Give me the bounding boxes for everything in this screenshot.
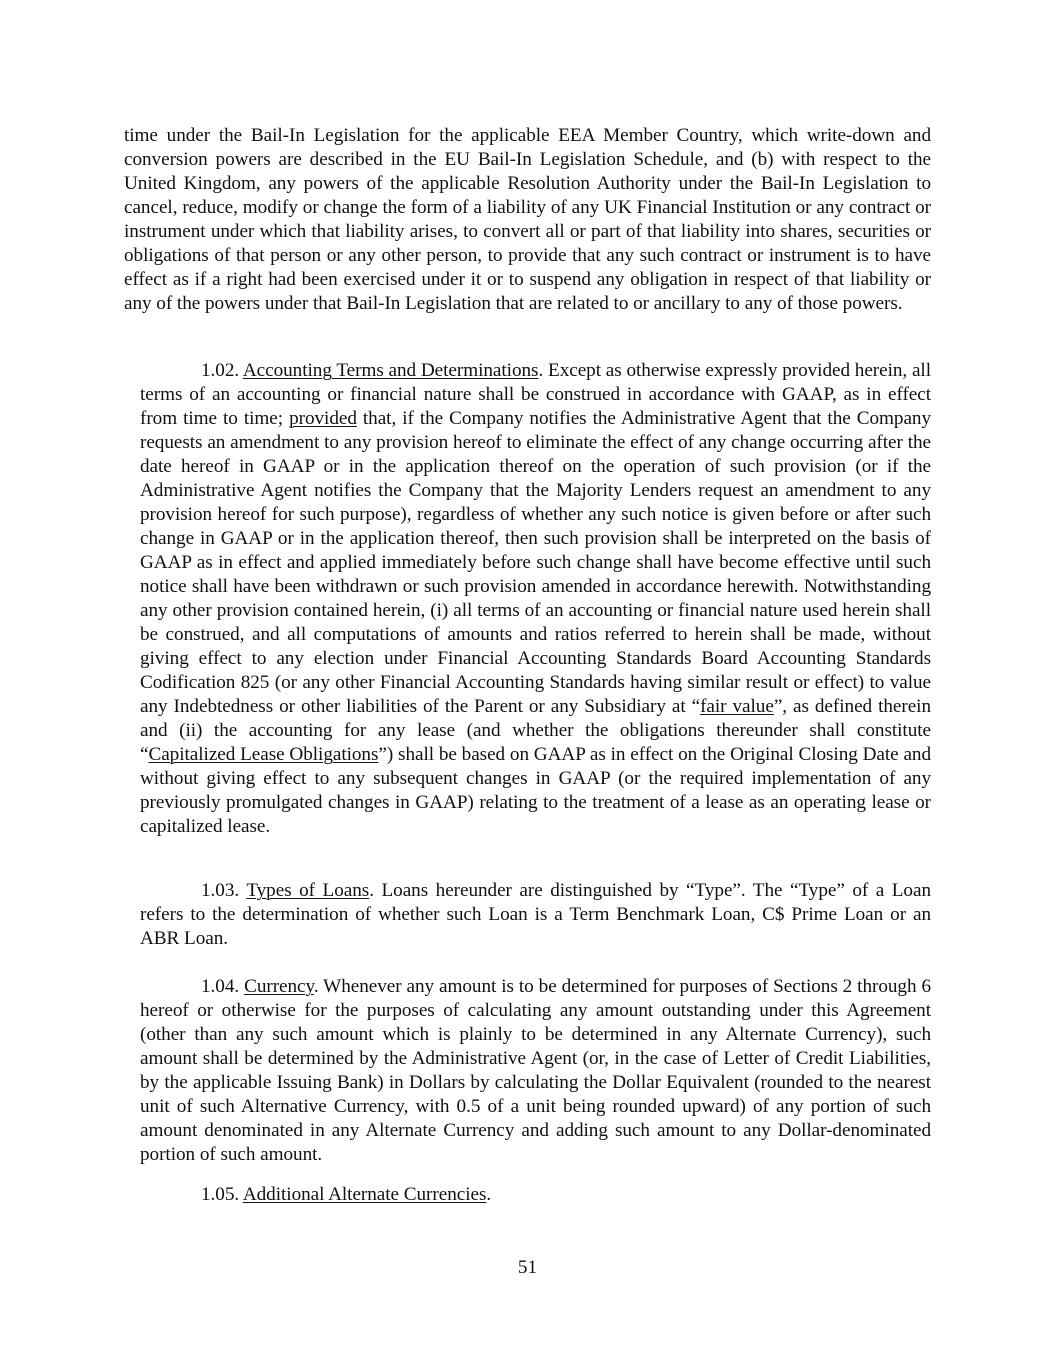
section-heading: Additional Alternate Currencies <box>242 1184 487 1205</box>
section-body: . Loans hereunder are distinguished by “Type”. The “Type” of a Loan refers to the determination of whether such Loan is a Term Benchmark Loan, C$ Prime Loan or an ABR Loan. <box>140 880 931 949</box>
defined-term-fair-value: fair value <box>700 696 774 717</box>
continuation-paragraph: time under the Bail-In Legislation for the applicable EEA Member Country, which write-down and conversion powers are described in the EU Bail-In Legislation Schedule, and (b) with respect to the United Kingdom, any powers of the applicable Resolution Authority under the Bail-In Legislation to cancel, reduce, modify or change the form of a liability of any UK Financial Institution or any contract or instrument under which that liability arises, to convert all or part of that liability into shares, securities or obligations of that person or any other person, to provide that any such contract or instrument is to have effect as if a right had been exercised under it or to suspend any obligation in respect of that liability or any of the powers under that Bail-In Legislation that are related to or ancillary to any of those powers. <box>124 125 931 314</box>
defined-term-provided: provided <box>289 408 357 429</box>
section-heading: Types of Loans <box>246 880 370 901</box>
section-number: 1.02. <box>201 360 243 381</box>
section-body: ”) shall be based on GAAP as in effect on the Original Closing Date and without giving effect to any subsequent changes in GAAP (or the required implementation of any previously promulgated changes in GAAP) relating to the treatment of a lease as an operating lease or capitalized lease. <box>140 744 931 837</box>
section-number: 1.04. <box>201 976 245 997</box>
section-body: . <box>486 1184 492 1205</box>
section-heading: Accounting Terms and Determinations <box>242 360 539 381</box>
section-body: ”, as defined therein and (ii) the accounting for any lease (and whether the obligations thereunder shall constitute “ <box>140 696 931 765</box>
section-1-02 <box>140 359 931 839</box>
page-number: 51 <box>517 1257 538 1278</box>
section-1-03 <box>140 879 931 951</box>
defined-term-capitalized-lease-obligations: Capitalized Lease Obligations <box>148 744 379 765</box>
section-1-04 <box>140 975 931 1167</box>
section-number: 1.03. <box>201 880 247 901</box>
section-body: that, if the Company notifies the Administrative Agent that the Company requests an amendment to any provision hereof to eliminate the effect of any change occurring after the date hereof in GAAP or in the application thereof on the operation of such provision (or if the Administrative Agent notifies the Company that the Majority Lenders request an amendment to any provision hereof for such purpose), regardless of whether any such notice is given before or after such change in GAAP or in the application thereof, then such provision shall be interpreted on the basis of GAAP as in effect and applied immediately before such change shall have become effective until such notice shall have been withdrawn or such provision amended in accordance herewith. Notwithstanding any other provision contained herein, (i) all terms of an accounting or financial nature used herein shall be construed, and all computations of amounts and ratios referred to herein shall be made, without giving effect to any election under Financial Accounting Standards Board Accounting Standards Codification 825 (or any other Financial Accounting Standards having similar result or effect) to value any Indebtedness or other liabilities of the Parent or any Subsidiary at “ <box>140 408 931 717</box>
section-body: . Whenever any amount is to be determined for purposes of Sections 2 through 6 hereof or otherwise for the purposes of calculating any amount outstanding under this Agreement (other than any such amount which is plainly to be determined in any Alternate Currency), such amount shall be determined by the Administrative Agent (or, in the case of Letter of Credit Liabilities, by the applicable Issuing Bank) in Dollars by calculating the Dollar Equivalent (rounded to the nearest unit of such Alternative Currency, with 0.5 of a unit being rounded upward) of any portion of such amount denominated in any Alternate Currency and adding such amount to any Dollar-denominated portion of such amount. <box>140 976 931 1165</box>
section-1-05 <box>140 1183 931 1207</box>
section-number: 1.05. <box>201 1184 243 1205</box>
section-body: . Except as otherwise expressly provided herein, all terms of an accounting or financial nature shall be construed in accordance with GAAP, as in effect from time to time; <box>140 360 931 429</box>
section-heading: Currency <box>244 976 314 997</box>
